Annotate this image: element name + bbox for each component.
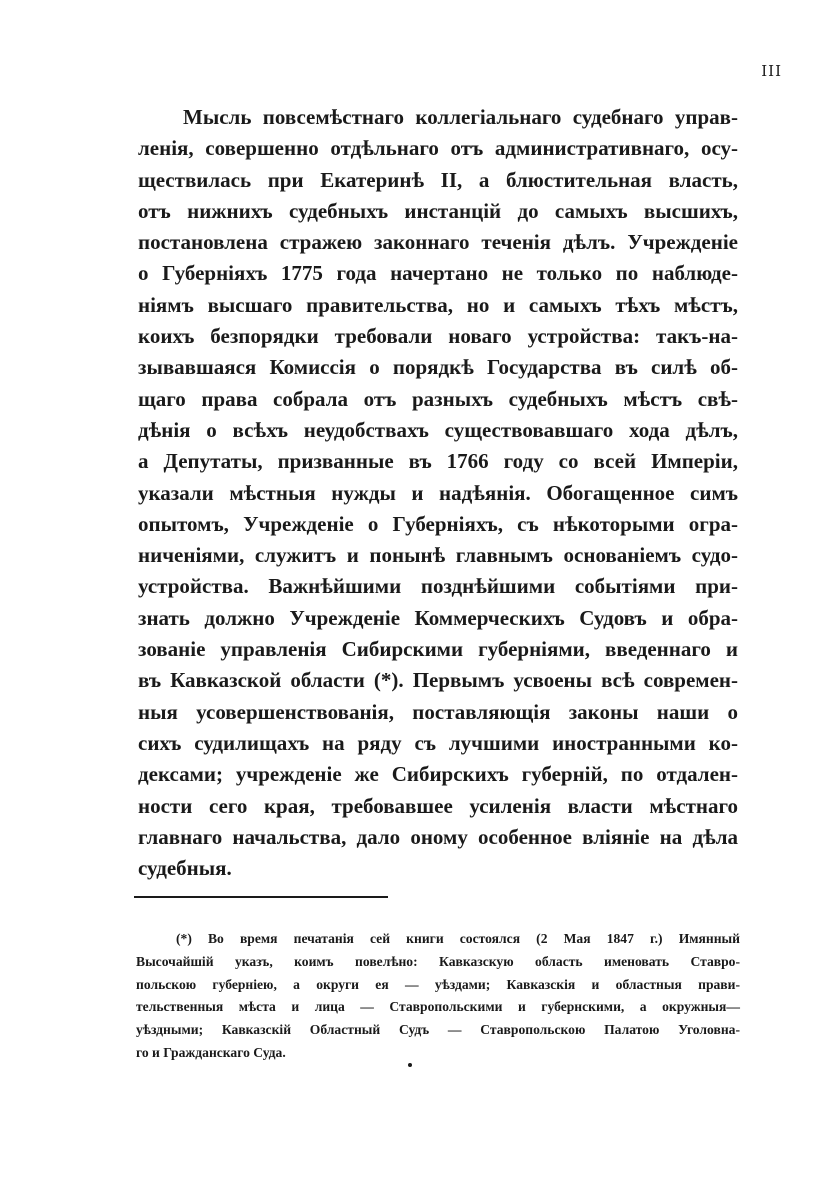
footnote-separator (134, 896, 388, 898)
text-line: опытомъ, Учрежденіе о Губерніяхъ, съ нѣкоторыми огра- (138, 511, 738, 536)
text-line: постановлена стражею законнаго теченія дѣлъ. Учрежденіе (138, 230, 738, 255)
footnote (136, 928, 740, 1065)
text-line: дѣнія о всѣхъ неудобствахъ существовавшаго хода дѣлъ, (138, 417, 738, 442)
text-line: ниченіями, служитъ и понынѣ главнымъ основаніемъ судо- (138, 543, 738, 568)
text-line: дексами; учрежденіе же Сибирскихъ губерній, по отдален- (138, 762, 738, 787)
ink-speck (408, 1063, 412, 1067)
text-line: знать должно Учрежденіе Коммерческихъ Судовъ и обра- (138, 605, 738, 630)
text-line: устройства. Важнѣйшими позднѣйшими событіями при- (138, 574, 738, 599)
text-line: ществилась при Екатеринѣ II, а блюстительная власть, (138, 167, 738, 192)
text-line: отъ нижнихъ судебныхъ инстанцій до самыхъ высшихъ, (138, 198, 738, 223)
text-line: о Губерніяхъ 1775 года начертано не только по наблюде- (138, 261, 738, 286)
text-line: судебныя. (138, 856, 232, 881)
text-line: зывавшаяся Комиссія о порядкѣ Государства въ силѣ об- (138, 355, 738, 380)
text-line: коихъ безпорядки требовали новаго устройства: такъ-на- (138, 324, 738, 349)
text-line: Мысль повсемѣстнаго коллегіальнаго судебнаго управ- (183, 105, 738, 129)
main-text (138, 102, 738, 884)
page-number: III (761, 62, 782, 80)
footnote-line: тельственныя мѣста и лица — Ставропольскими и губернскими, а окружныя— (136, 999, 740, 1015)
text-line: главнаго начальства, дало оному особенное вліяніе на дѣла (138, 824, 738, 849)
text-line: ніямъ высшаго правительства, но и самыхъ тѣхъ мѣстъ, (138, 292, 738, 317)
text-line: ленія, совершенно отдѣльнаго отъ административнаго, осу- (138, 136, 738, 161)
footnote-line: (*) Во время печатанія сей книги состоялся (2 Мая 1847 г.) Имянный (176, 931, 740, 946)
text-line: щаго права собрала отъ разныхъ судебныхъ мѣстъ свѣ- (138, 386, 738, 411)
text-line: ности сего края, требовавшее усиленія власти мѣстнаго (138, 793, 738, 818)
footnote-line: го и Гражданскаго Суда. (136, 1044, 286, 1060)
text-line: сихъ судилищахъ на ряду съ лучшими иностранными ко- (138, 730, 738, 755)
text-line: ныя усовершенствованія, поставляющія законы наши о (138, 699, 738, 724)
text-line: а Депутаты, призванные въ 1766 году со всей Имперіи, (138, 449, 738, 474)
footnote-line: уѣздными; Кавказскій Областный Судъ — Ставропольскою Палатою Уголовна- (136, 1022, 740, 1038)
text-line: указали мѣстныя нужды и надѣянія. Обогащенное симъ (138, 480, 738, 505)
footnote-line: Высочайшій указъ, коимъ повелѣно: Кавказскую область именовать Ставро- (136, 953, 740, 969)
footnote-line: польскою губерніею, а округи ея — уѣздами; Кавказскія и областныя прави- (136, 976, 740, 992)
text-line: въ Кавказской области (*). Первымъ усвоены всѣ современ- (138, 668, 738, 693)
text-line: зованіе управленія Сибирскими губерніями, введеннаго и (138, 637, 738, 662)
